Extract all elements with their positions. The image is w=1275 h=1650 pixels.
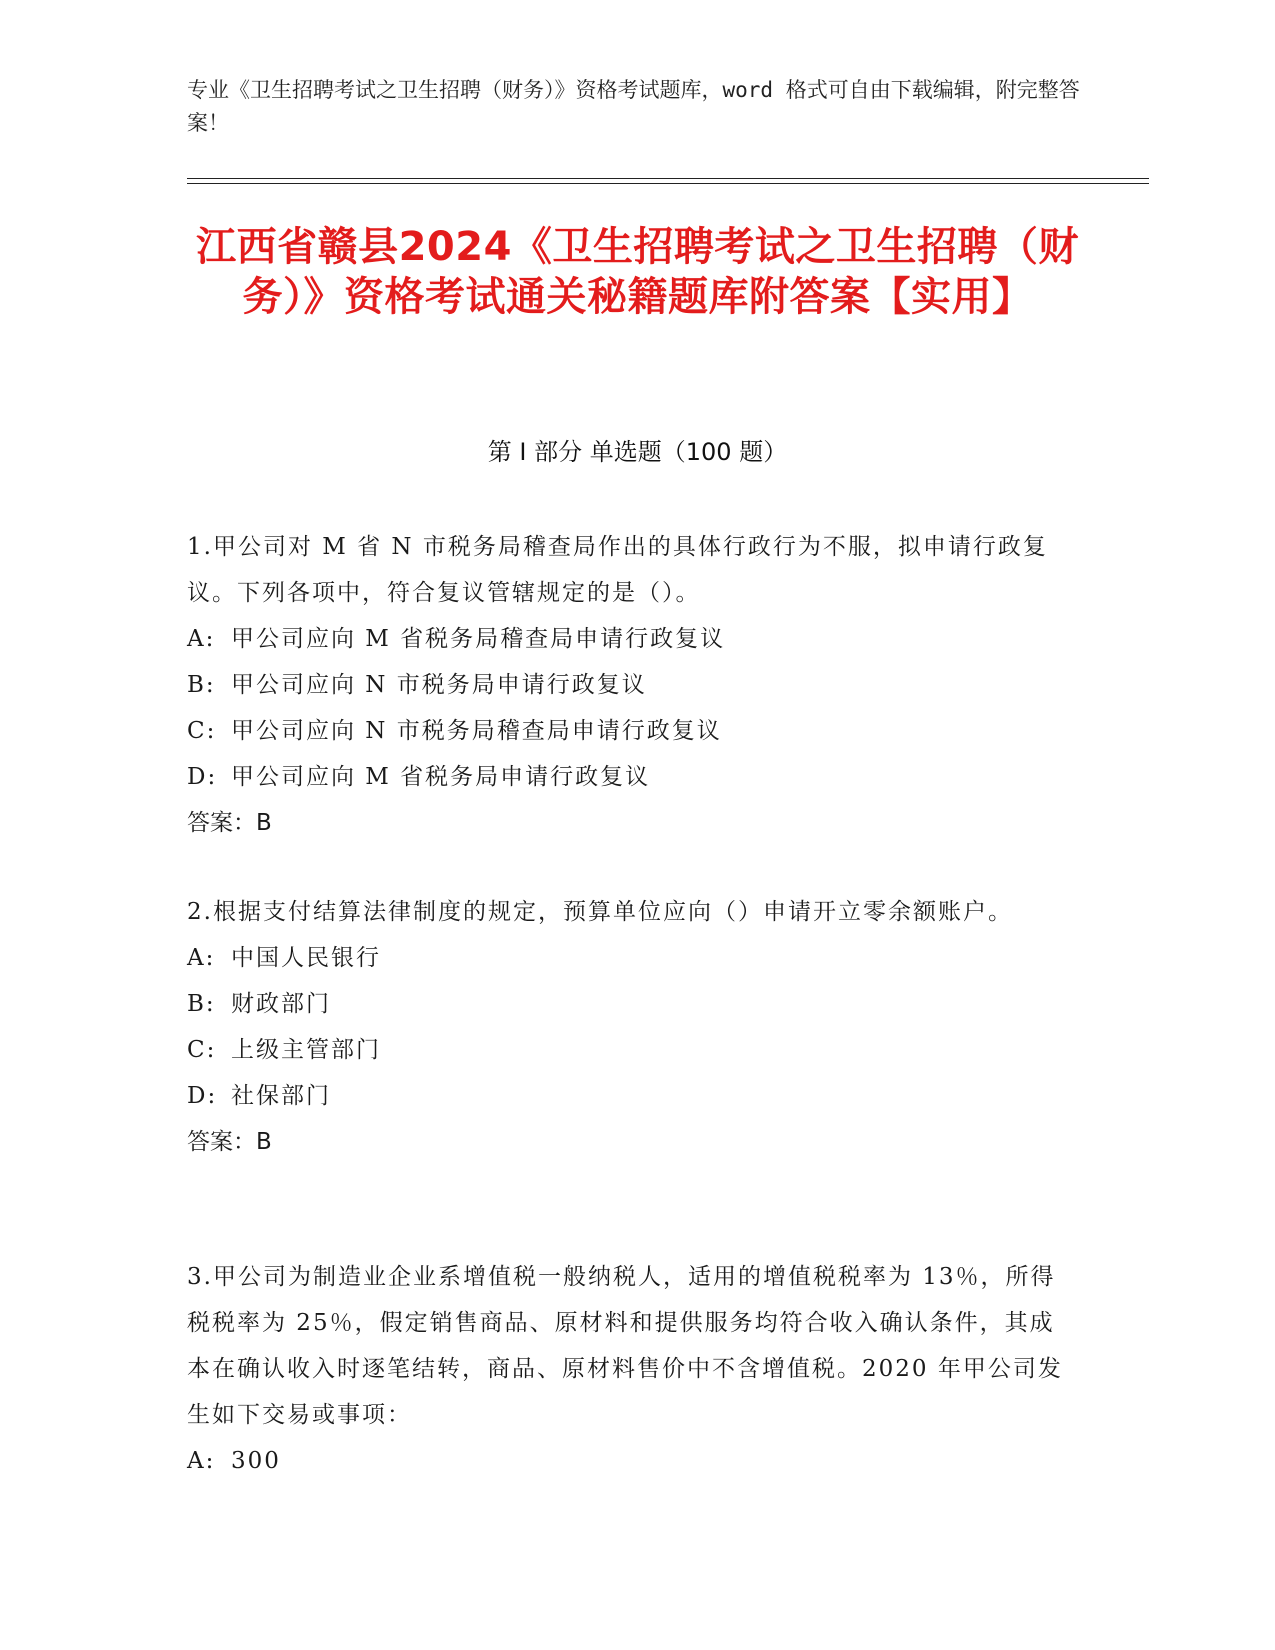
- question-2: [187, 889, 1067, 1165]
- option-label: B:: [187, 672, 216, 698]
- option-text: 甲公司应向 M 省税务局申请行政复议: [231, 764, 651, 790]
- option-d: [187, 1073, 1067, 1119]
- option-d: [187, 754, 1067, 800]
- option-text: 300: [231, 1448, 281, 1474]
- option-text: 中国人民银行: [231, 945, 381, 971]
- option-c: [187, 708, 1067, 754]
- option-label: D:: [187, 764, 218, 790]
- option-a: [187, 616, 1067, 662]
- option-label: C:: [187, 1037, 217, 1063]
- option-a: [187, 935, 1067, 981]
- header-note: 专业《卫生招聘考试之卫生招聘（财务）》资格考试题库，word 格式可自由下载编辑，附完整答案！: [187, 78, 1080, 135]
- option-label: C:: [187, 718, 217, 744]
- question-3: [187, 1254, 1067, 1484]
- option-label: A:: [187, 626, 216, 652]
- option-b: [187, 662, 1067, 708]
- option-text: 上级主管部门: [231, 1037, 381, 1063]
- option-a: [187, 1438, 1067, 1484]
- option-text: 财政部门: [231, 991, 331, 1017]
- option-label: A:: [187, 1448, 216, 1474]
- section-title: 第 I 部分 单选题（100 题）: [487, 438, 788, 466]
- option-label: A:: [187, 945, 216, 971]
- answer-value: B: [256, 810, 272, 836]
- option-text: 甲公司应向 N 市税务局稽查局申请行政复议: [231, 718, 722, 744]
- answer-prefix: 答案：: [187, 810, 256, 836]
- option-label: D:: [187, 1083, 218, 1109]
- answer-value: B: [256, 1129, 272, 1155]
- question-text: 3.甲公司为制造业企业系增值税一般纳税人，适用的增值税税率为 13％，所得税税率为 25％，假定销售商品、原材料和提供服务均符合收入确认条件，其成本在确认收入时逐笔结转，商品、原材料售价中不含增值税。2020 年甲公司发生如下交易或事项：: [187, 1264, 1063, 1428]
- option-c: [187, 1027, 1067, 1073]
- answer-line: [187, 800, 1067, 846]
- option-text: 甲公司应向 N 市税务局申请行政复议: [231, 672, 647, 698]
- option-text: 社保部门: [231, 1083, 331, 1109]
- question-1: [187, 524, 1067, 846]
- option-text: 甲公司应向 M 省税务局稽查局申请行政复议: [231, 626, 726, 652]
- header-rule-bottom: [187, 183, 1149, 184]
- document-title: 江西省赣县2024《卫生招聘考试之卫生招聘（财务）》资格考试通关秘籍题库附答案【实用】: [196, 224, 1079, 320]
- question-text: 1.甲公司对 M 省 N 市税务局稽查局作出的具体行政行为不服，拟申请行政复议。下列各项中，符合复议管辖规定的是（）。: [187, 534, 1048, 606]
- option-b: [187, 981, 1067, 1027]
- question-text: 2.根据支付结算法律制度的规定，预算单位应向（）申请开立零余额账户。: [187, 899, 1013, 925]
- header-rule-top: [187, 178, 1149, 179]
- option-label: B:: [187, 991, 216, 1017]
- answer-prefix: 答案：: [187, 1129, 256, 1155]
- answer-line: [187, 1119, 1067, 1165]
